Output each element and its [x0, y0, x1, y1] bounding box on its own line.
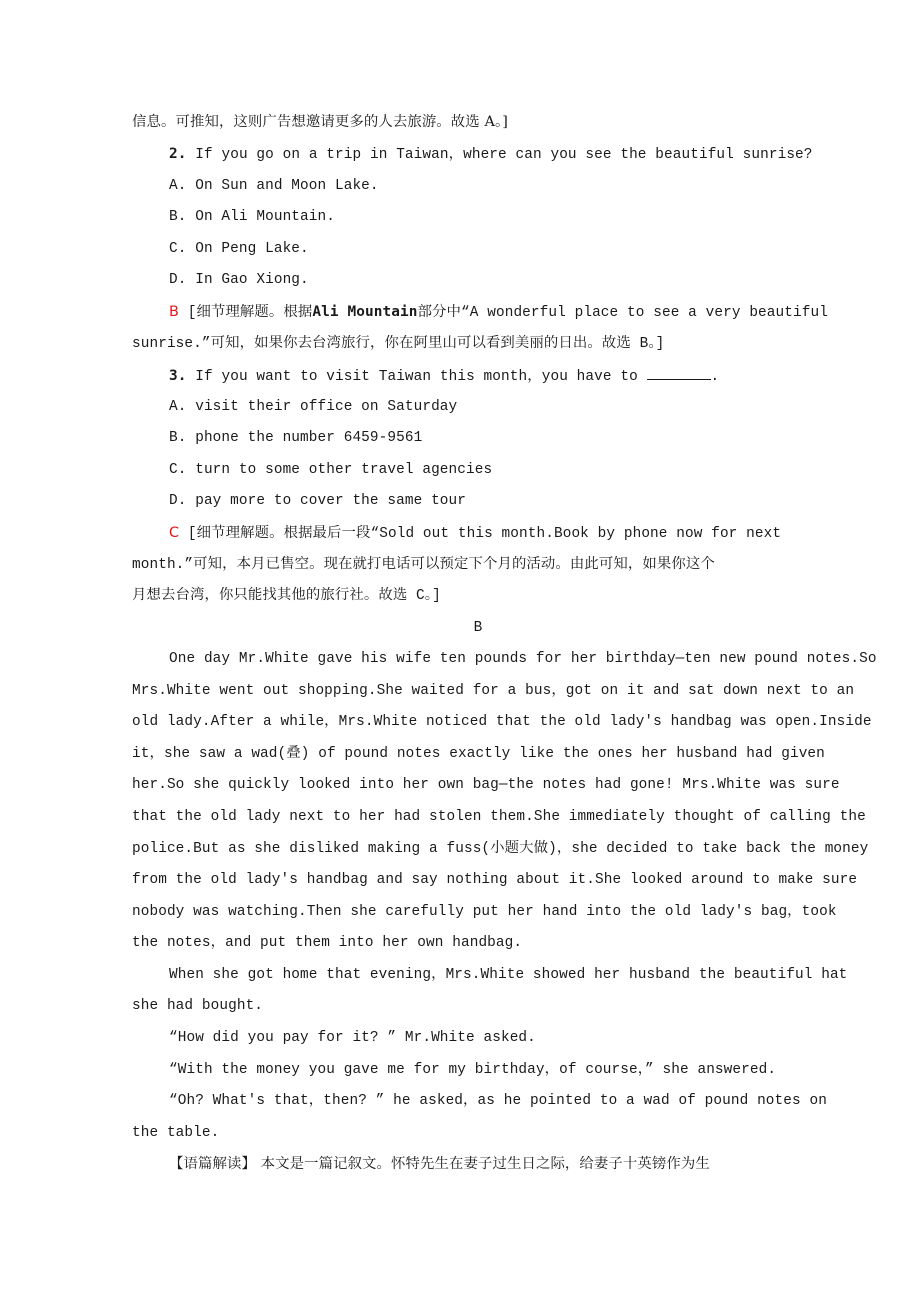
passage-line: the notes，and put them into her own handbag. — [132, 935, 523, 951]
highlight-ali-mountain: Ali Mountain — [312, 304, 418, 320]
question-2-stem: 2. If you go on a trip in Taiwan，where can you see the beautiful sunrise? — [169, 146, 813, 163]
question-3-stem: 3. If you want to visit Taiwan this month，you have to . — [169, 365, 719, 387]
passage-line: When she got home that evening，Mrs.White showed her husband the beautiful hat — [169, 967, 848, 983]
passage-line: the table. — [132, 1125, 220, 1141]
passage-dialogue-line: “How did you pay for it? ” Mr.White asked. — [169, 1030, 536, 1046]
passage-dialogue-line: “With the money you gave me for my birthday，of course，” she answered. — [169, 1062, 777, 1078]
question-3-option-b: B. phone the number 6459-9561 — [169, 430, 423, 446]
question-3-explanation: C [细节理解题。根据最后一段“Sold out this month.Book by phone now for next — [169, 525, 782, 542]
question-2-answer: B — [169, 304, 179, 320]
passage-line: she had bought. — [132, 998, 264, 1014]
question-3-explanation-cont-2: 月想去台湾，你只能找其他的旅行社。故选 C。] — [132, 588, 441, 604]
question-3-option-a: A. visit their office on Saturday — [169, 399, 458, 415]
passage-line: it，she saw a wad(叠) of pound notes exactly like the ones her husband had given — [132, 746, 825, 762]
question-3-option-c: C. turn to some other travel agencies — [169, 462, 493, 478]
previous-explanation-tail: 信息。可推知，这则广告想邀请更多的人去旅游。故选 A。] — [132, 114, 508, 130]
passage-line: her.So she quickly looked into her own bag—the notes had gone! Mrs.White was sure — [132, 777, 840, 793]
question-2-option-c: C. On Peng Lake. — [169, 241, 309, 257]
question-2-option-b: B. On Ali Mountain. — [169, 209, 335, 225]
passage-line: nobody was watching.Then she carefully put her hand into the old lady's bag，took — [132, 904, 837, 920]
answer-blank — [647, 365, 711, 380]
question-2-option-d: D. In Gao Xiong. — [169, 272, 309, 288]
passage-line: that the old lady next to her had stolen them.She immediately thought of calling the — [132, 809, 866, 825]
section-heading-b: B — [473, 620, 483, 636]
reading-note: 【语篇解读】 本文是一篇记叙文。怀特先生在妻子过生日之际，给妻子十英镑作为生 — [169, 1156, 710, 1172]
passage-line: old lady.After a while，Mrs.White noticed that the old lady's handbag was open.Inside — [132, 714, 872, 730]
question-2-number: 2. — [169, 146, 187, 162]
question-2-option-a: A. On Sun and Moon Lake. — [169, 178, 379, 194]
passage-line: Mrs.White went out shopping.She waited for a bus，got on it and sat down next to an — [132, 683, 855, 699]
question-3-answer: C — [169, 525, 180, 541]
question-3-explanation-cont-1: month.”可知，本月已售空。现在就打电话可以预定下个月的活动。由此可知，如果你这个 — [132, 557, 715, 573]
question-3-number: 3. — [169, 368, 187, 384]
passage-line: police.But as she disliked making a fuss(小题大做)，she decided to take back the money — [132, 841, 869, 857]
question-2-explanation: B [细节理解题。根据Ali Mountain部分中“A wonderful place to see a very beautiful — [169, 304, 828, 321]
reading-note-label: 【语篇解读】 — [169, 1156, 256, 1172]
question-2-explanation-cont: sunrise.”可知，如果你去台湾旅行，你在阿里山可以看到美丽的日出。故选 B。] — [132, 336, 665, 352]
passage-line: from the old lady's handbag and say nothing about it.She looked around to make sure — [132, 872, 858, 888]
passage-dialogue-line: “Oh? What's that，then? ” he asked，as he pointed to a wad of pound notes on — [169, 1093, 827, 1109]
question-3-option-d: D. pay more to cover the same tour — [169, 493, 467, 509]
passage-line: One day Mr.White gave his wife ten pounds for her birthday—ten new pound notes.So — [169, 651, 877, 667]
